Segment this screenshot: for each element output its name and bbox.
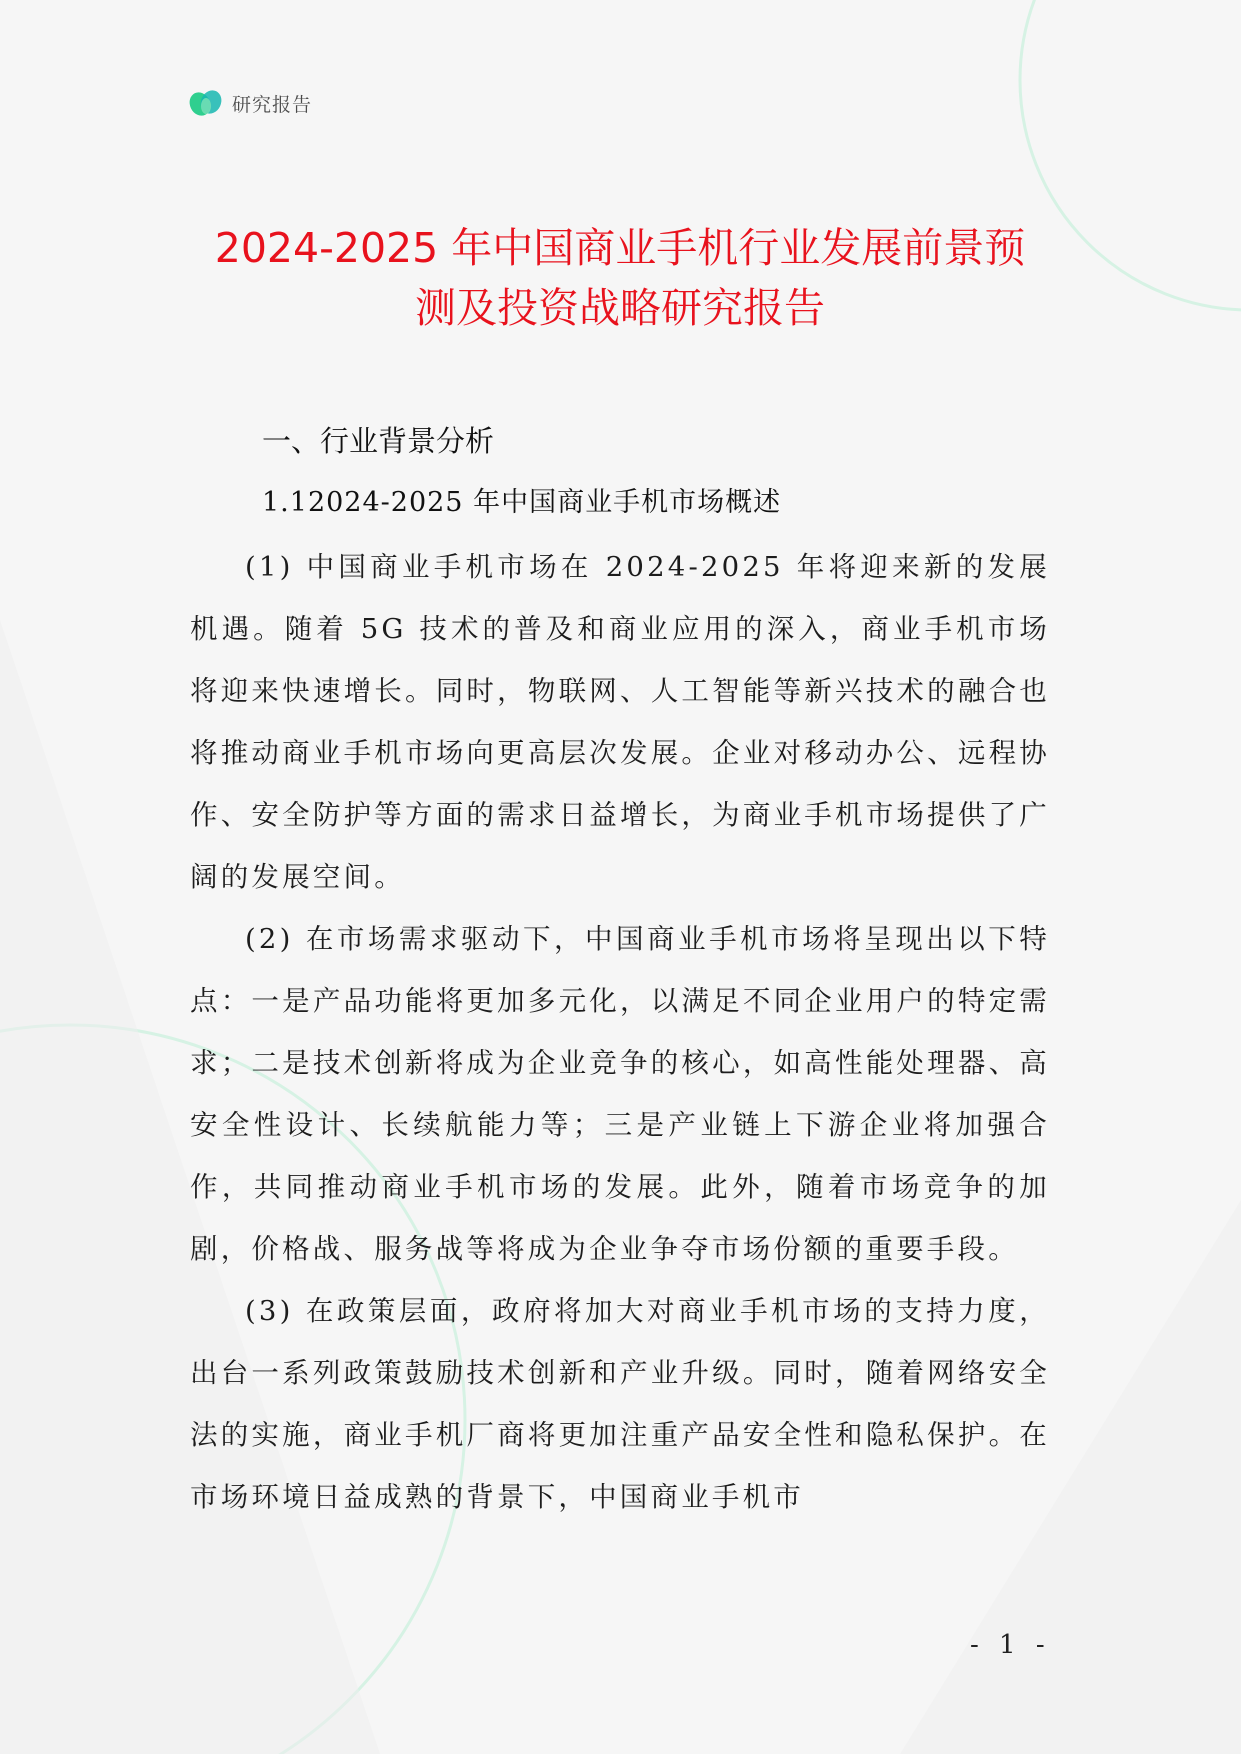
paragraph-1: (1) 中国商业手机市场在 2024-2025 年将迎来新的发展机遇。随着 5G 技术的普及和商业应用的深入，商业手机市场将迎来快速增长。同时，物联网、人工智能等新兴技术的融合也将推动商业手机市场向更高层次发展。企业对移动办公、远程协作、安全防护等方面的需求日益增长，为商业手机市场提供了广阔的发展空间。 <box>190 551 1050 893</box>
document-title-line-1: 2024-2025 年中国商业手机行业发展前景预 <box>214 224 1026 272</box>
page-header <box>188 88 312 118</box>
section-heading: 一、行业背景分析 <box>262 424 495 458</box>
page-number: - 1 - <box>970 1630 1051 1660</box>
header-label: 研究报告 <box>232 93 313 116</box>
leaf-logo-icon <box>188 88 224 118</box>
document-title-line-2: 测及投资战略研究报告 <box>415 284 825 332</box>
document-title <box>180 218 1060 338</box>
body-text <box>190 536 1050 1528</box>
paragraph-2: (2) 在市场需求驱动下，中国商业手机市场将呈现出以下特点：一是产品功能将更加多元化，以满足不同企业用户的特定需求；二是技术创新将成为企业竞争的核心，如高性能处理器、高安全性设计、长续航能力等；三是产业链上下游企业将加强合作，共同推动商业手机市场的发展。此外，随着市场竞争的加剧，价格战、服务战等将成为企业争夺市场份额的重要手段。 <box>190 923 1050 1265</box>
subsection-heading: 1.12024-2025 年中国商业手机市场概述 <box>262 487 782 518</box>
paragraph-3: (3) 在政策层面，政府将加大对商业手机市场的支持力度，出台一系列政策鼓励技术创新和产业升级。同时，随着网络安全法的实施，商业手机厂商将更加注重产品安全性和隐私保护。在市场环境日益成熟的背景下，中国商业手机市 <box>190 1295 1050 1513</box>
